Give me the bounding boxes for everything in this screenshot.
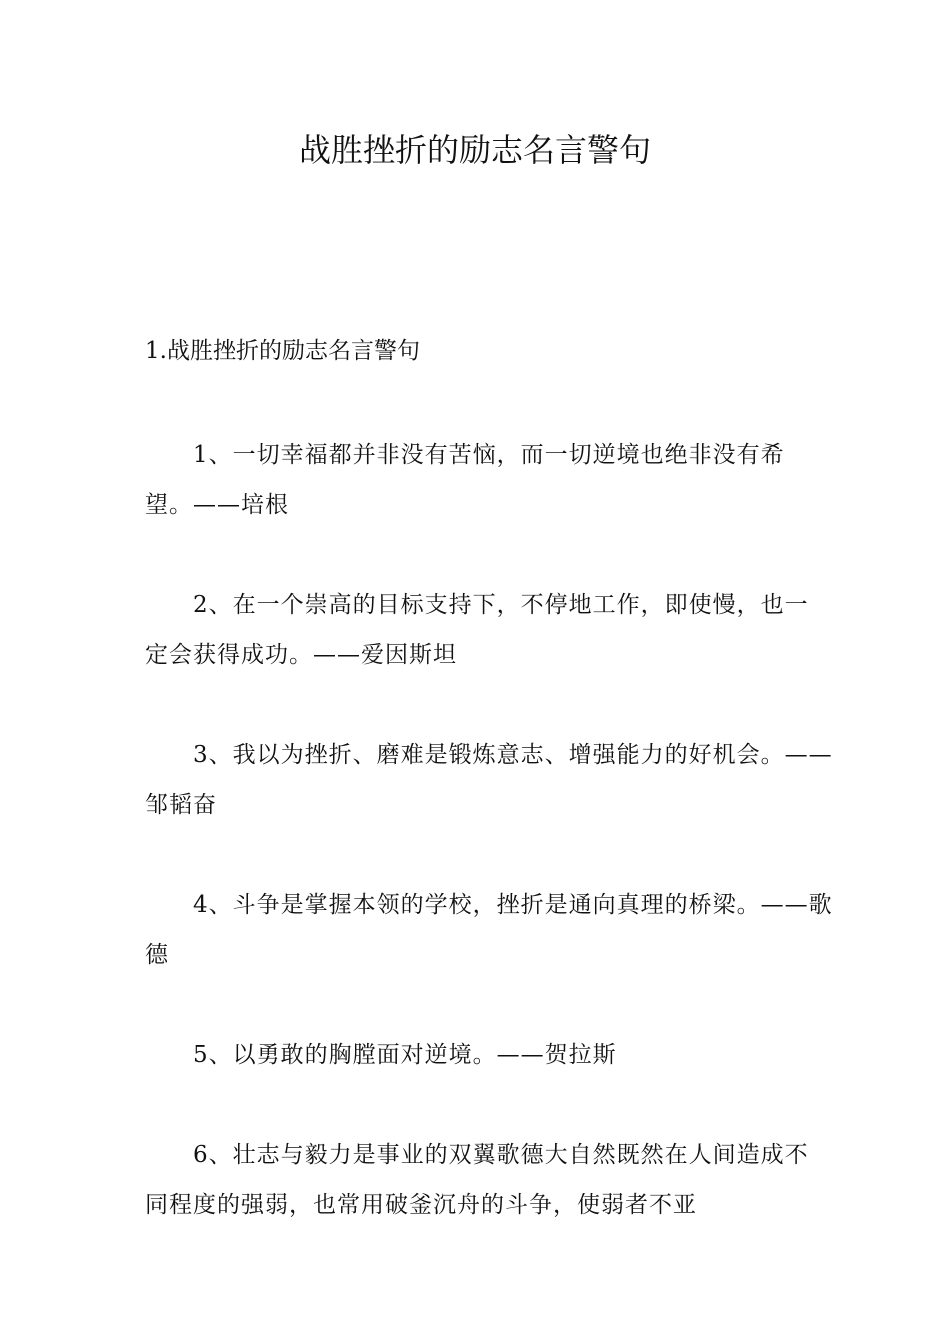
quote-item-1: 1、一切幸福都并非没有苦恼，而一切逆境也绝非没有希望。——培根 <box>145 442 785 518</box>
quote-item-5: 5、以勇敢的胸膛面对逆境。——贺拉斯 <box>193 1042 617 1068</box>
section-heading: 1.战胜挫折的励志名言警句 <box>145 338 420 364</box>
quote-item-3: 3、我以为挫折、磨难是锻炼意志、增强能力的好机会。——邹韬奋 <box>145 742 833 818</box>
quote-list <box>145 430 833 1280</box>
quote-item-2: 2、在一个崇高的目标支持下，不停地工作，即使慢，也一定会获得成功。——爱因斯坦 <box>145 592 809 668</box>
quote-item-4: 4、斗争是掌握本领的学校，挫折是通向真理的桥梁。——歌德 <box>145 892 833 968</box>
quote-item-6: 6、壮志与毅力是事业的双翼歌德大自然既然在人间造成不同程度的强弱，也常用破釜沉舟的斗争，使弱者不亚 <box>145 1142 809 1218</box>
document-title: 战胜挫折的励志名言警句 <box>298 131 651 169</box>
